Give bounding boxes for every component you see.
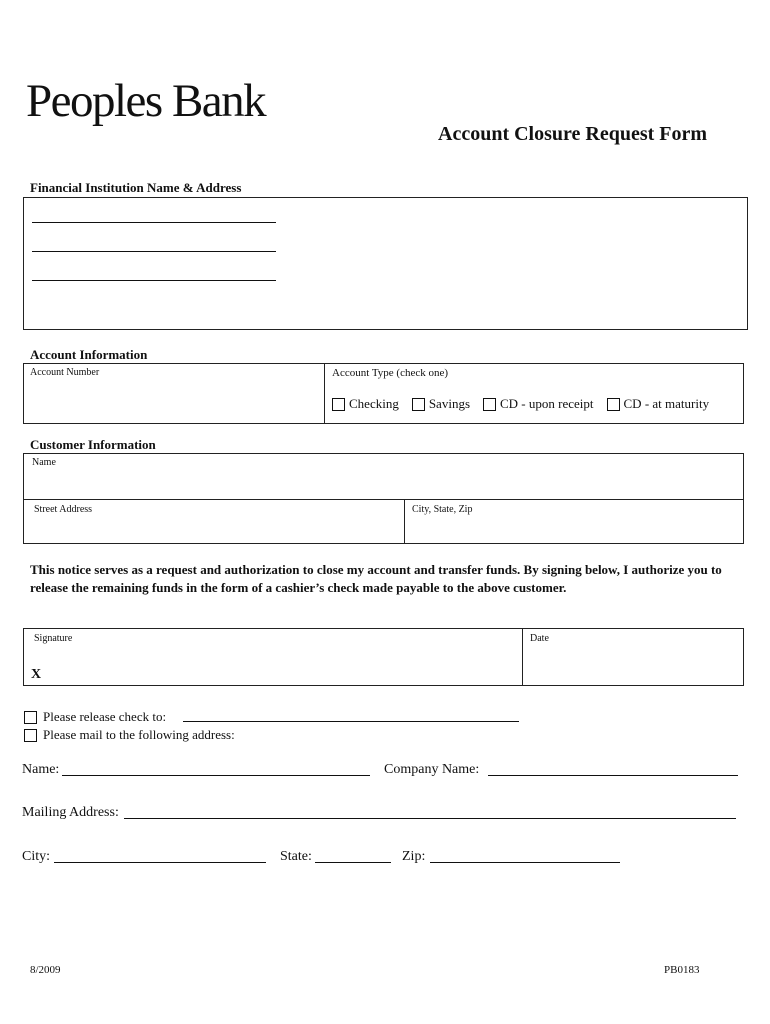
institution-section-title: Financial Institution Name & Address — [30, 180, 242, 195]
institution-line-3[interactable] — [32, 280, 276, 281]
account-box — [23, 363, 744, 424]
signature-label: Signature — [34, 633, 73, 644]
account-type-savings[interactable] — [412, 396, 470, 412]
mail-name-line[interactable] — [62, 775, 370, 776]
institution-box — [23, 197, 748, 330]
account-type-checking[interactable] — [332, 396, 399, 412]
zip-line[interactable] — [430, 862, 620, 863]
account-type-options — [332, 396, 709, 412]
city-state-zip-label: City, State, Zip — [412, 504, 473, 515]
account-type-cd-maturity[interactable] — [607, 396, 710, 412]
account-number-label: Account Number — [30, 367, 100, 378]
release-check-checkbox[interactable] — [24, 711, 37, 724]
bank-logo: Peoples Bank — [26, 75, 266, 127]
cd-maturity-label: CD - at maturity — [623, 396, 710, 411]
signature-mark: X — [31, 667, 42, 682]
release-check-option[interactable] — [24, 709, 166, 725]
signature-field[interactable] — [48, 647, 513, 681]
street-address-field[interactable] — [30, 516, 396, 540]
signature-box — [23, 628, 744, 686]
account-divider — [324, 364, 325, 423]
institution-line-1[interactable] — [32, 222, 276, 223]
customer-divider-v — [404, 499, 405, 543]
city-state-zip-field[interactable] — [410, 516, 735, 540]
account-type-cd-receipt[interactable] — [483, 396, 594, 412]
company-name-line[interactable] — [488, 775, 738, 776]
account-type-label: Account Type (check one) — [332, 367, 449, 379]
mail-address-label: Please mail to the following address: — [43, 727, 235, 742]
release-check-line[interactable] — [183, 721, 519, 722]
mail-name-label: Name: — [22, 762, 60, 777]
savings-checkbox[interactable] — [412, 398, 425, 411]
customer-name-label: Name — [32, 457, 56, 468]
customer-box — [23, 453, 744, 544]
cd-maturity-checkbox[interactable] — [607, 398, 620, 411]
date-label: Date — [530, 633, 549, 644]
checking-label: Checking — [349, 396, 399, 411]
street-address-label: Street Address — [34, 504, 93, 515]
account-number-field[interactable] — [30, 382, 315, 418]
account-section-title: Account Information — [30, 347, 148, 362]
authorization-notice: This notice serves as a request and authorization to close my account and transfer funds. By signing below, I authorize you to release the remaining funds in the form of a cashier’s check made payable to the above customer. — [30, 562, 722, 595]
cd-receipt-checkbox[interactable] — [483, 398, 496, 411]
savings-label: Savings — [428, 396, 470, 411]
state-label: State: — [280, 849, 312, 864]
state-line[interactable] — [315, 862, 391, 863]
city-line[interactable] — [54, 862, 266, 863]
mail-address-option[interactable] — [24, 727, 235, 743]
signature-divider — [522, 629, 523, 685]
city-label: City: — [22, 849, 51, 864]
footer-date: 8/2009 — [30, 964, 61, 976]
mail-address-checkbox[interactable] — [24, 729, 37, 742]
checking-checkbox[interactable] — [332, 398, 345, 411]
date-field[interactable] — [530, 647, 735, 681]
footer-form-code: PB0183 — [664, 964, 700, 976]
mailing-address-line[interactable] — [124, 818, 736, 819]
mailing-address-label: Mailing Address: — [22, 805, 119, 820]
customer-name-field[interactable] — [30, 470, 735, 498]
cd-receipt-label: CD - upon receipt — [500, 396, 594, 411]
customer-divider-h — [24, 499, 743, 500]
release-check-label: Please release check to: — [43, 709, 167, 724]
form-title: Account Closure Request Form — [438, 123, 708, 145]
institution-line-2[interactable] — [32, 251, 276, 252]
customer-section-title: Customer Information — [30, 437, 156, 452]
company-name-label: Company Name: — [384, 762, 480, 777]
zip-label: Zip: — [402, 849, 426, 864]
